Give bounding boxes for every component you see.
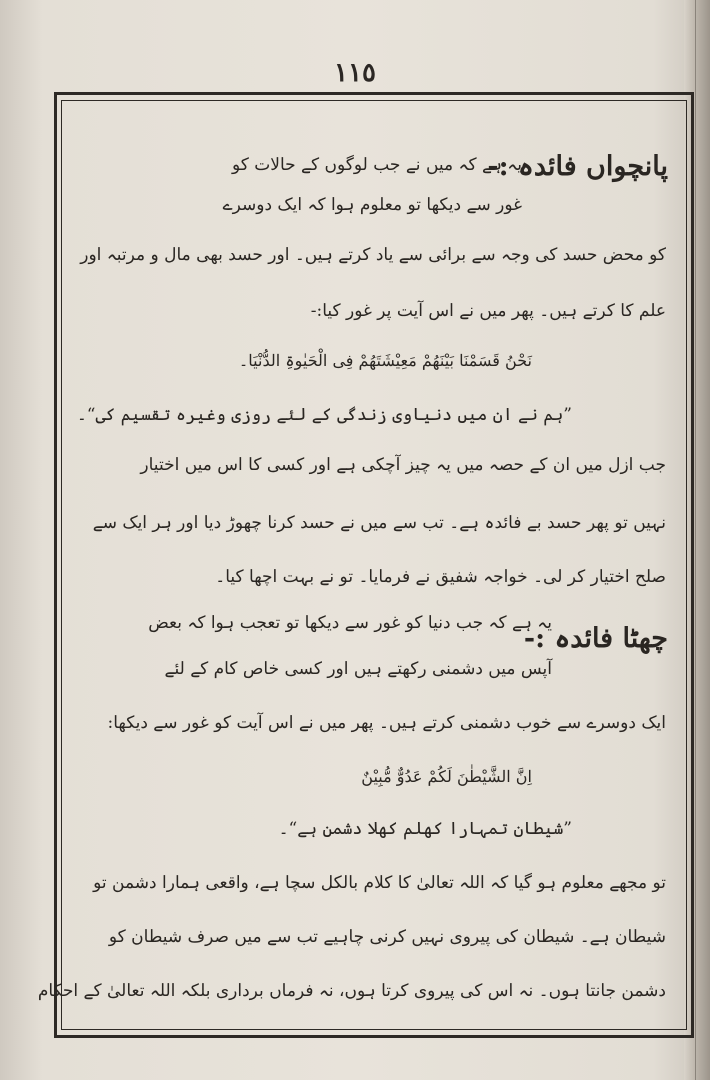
verse-translation: ”ہم نے ان میں دنیاوی زندگی کے لئے روزی وغیرہ تقسیم کی“۔ <box>76 405 572 425</box>
text-line: تو مجھے معلوم ہو گیا کہ اللہ تعالیٰ کا کلام بالکل سچا ہے، واقعی ہمارا دشمن تو <box>93 873 666 893</box>
text-line: نہیں تو پھر حسد بے فائدہ ہے۔ تب سے میں نے حسد کرنا چھوڑ دیا اور ہر ایک سے <box>92 513 666 533</box>
text-line: آپس میں دشمنی رکھتے ہیں اور کسی خاص کام کے لئے <box>164 659 552 679</box>
text-line: ایک دوسرے سے خوب دشمنی کرتے ہیں۔ پھر میں نے اس آیت کو غور سے دیکھا: <box>107 713 666 733</box>
quran-verse: اِنَّ الشَّیْطٰنَ لَکُمْ عَدُوٌّ مُّبِیْنٌ <box>361 767 532 786</box>
text-line: جب ازل میں ان کے حصہ میں یہ چیز آچکی ہے اور کسی کا اس میں اختیار <box>140 455 666 475</box>
text-line: شیطان ہے۔ شیطان کی پیروی نہیں کرنی چاہیے تب سے میں صرف شیطان کو <box>108 927 666 947</box>
section-heading-sixth-benefit: چھٹا فائدہ :- <box>523 623 668 654</box>
page-number: ١١٥ <box>334 58 376 88</box>
text-line: علم کا کرتے ہیں۔ پھر میں نے اس آیت پر غور کیا:- <box>310 301 666 321</box>
quran-verse: نَحْنُ قَسَمْنَا بَیْنَھُمْ مَعِیْشَتَھُمْ فِی الْحَیٰوۃِ الدُّنْیَا۔ <box>238 351 532 370</box>
page-body <box>37 104 672 1024</box>
text-line: دشمن جانتا ہوں۔ نہ اس کی پیروی کرتا ہوں، نہ فرماں برداری بلکہ اللہ تعالیٰ کے احکام <box>37 981 666 1001</box>
text-line: یہ ہے کہ میں نے جب لوگوں کے حالات کو <box>231 155 522 175</box>
text-line: یہ ہے کہ جب دنیا کو غور سے دیکھا تو تعجب ہوا کہ بعض <box>148 613 552 633</box>
text-line: کو محض حسد کی وجہ سے برائی سے یاد کرتے ہیں۔ اور حسد بھی مال و مرتبہ اور <box>80 245 666 265</box>
verse-translation: ”شیطان تمہارا کھلم کھلا دشمن ہے“۔ <box>278 819 572 839</box>
text-line: صلح اختیار کر لی۔ خواجہ شفیق نے فرمایا۔ تو نے بہت اچھا کیا۔ <box>215 567 666 587</box>
section-heading-fifth-benefit: پانچواں فائدہ :- <box>487 151 668 182</box>
text-line: غور سے دیکھا تو معلوم ہوا کہ ایک دوسرے <box>222 195 522 215</box>
spine-edge <box>695 0 696 1080</box>
